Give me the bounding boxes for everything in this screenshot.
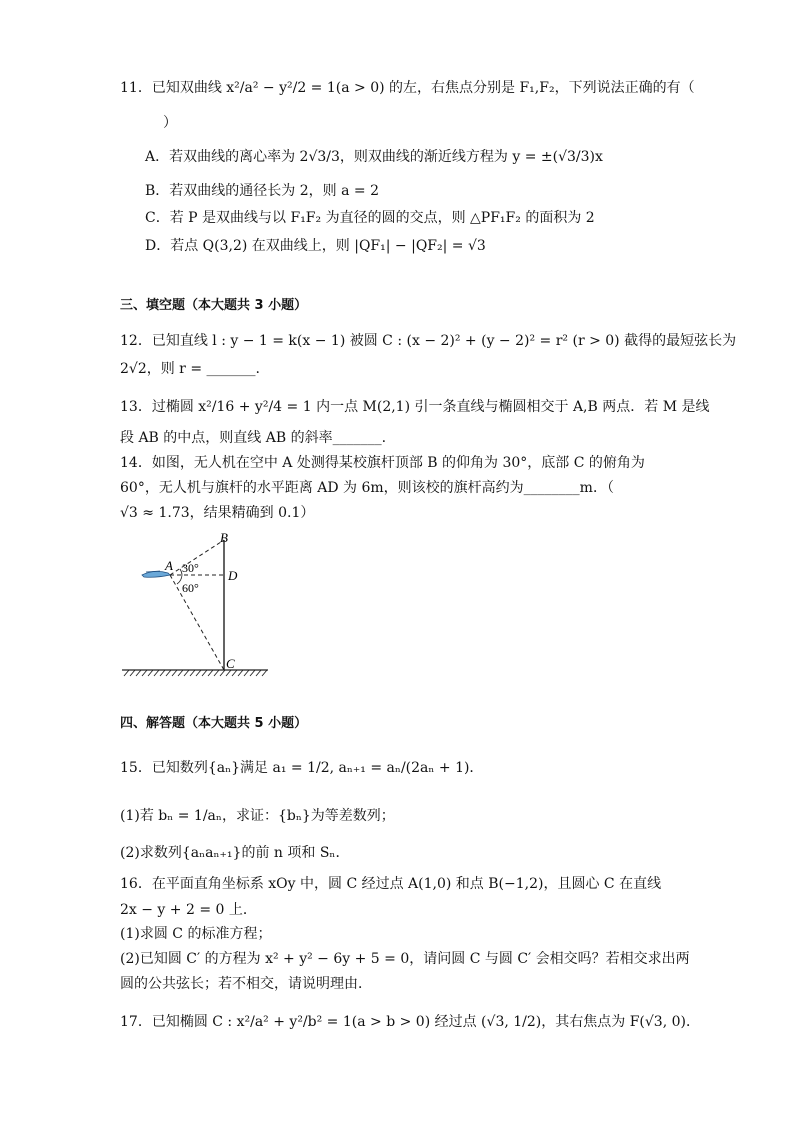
label-b: B — [220, 530, 228, 545]
q12-line-1: 12．已知直线 l : y − 1 = k(x − 1) 被圆 C : (x − 2)² + (y − 2)² = r² (r > 0) 截得的最短弦长为 — [120, 333, 737, 349]
q14-line-2: 60°，无人机与旗杆的水平距离 AD 为 6m，则该校的旗杆高约为________m．（ — [120, 480, 614, 496]
q11-option-d: D．若点 Q(3,2) 在双曲线上，则 |QF₁| − |QF₂| = √3 — [145, 238, 486, 254]
drone-flagpole-figure — [120, 528, 280, 678]
label-d: D — [228, 568, 238, 583]
q14-line-1: 14．如图，无人机在空中 A 处测得某校旗杆顶部 B 的仰角为 30°，底部 C 的俯角为 — [120, 455, 645, 471]
q15-part-2: (2)求数列{aₙaₙ₊₁}的前 n 项和 Sₙ． — [120, 845, 350, 861]
q16-line-1: 16．在平面直角坐标系 xOy 中，圆 C 经过点 A(1,0) 和点 B(−1,2)，且圆心 C 在直线 — [120, 876, 662, 892]
q16-part-2-line-1: (2)已知圆 C′ 的方程为 x² + y² − 6y + 5 = 0，请问圆 C 与圆 C′ 会相交吗？若相交求出两 — [120, 951, 690, 967]
q11-option-a: A．若双曲线的离心率为 2√3/3，则双曲线的渐近线方程为 y = ±(√3/3)x — [145, 149, 603, 165]
q12-line-2: 2√2，则 r = _______. — [120, 361, 260, 377]
q14-line-3: √3 ≈ 1.73，结果精确到 0.1） — [120, 505, 315, 521]
q13-line-1: 13．过椭圆 x²/16 + y²/4 = 1 内一点 M(2,1) 引一条直线与椭圆相交于 A,B 两点．若 M 是线 — [120, 399, 710, 415]
q13-line-2: 段 AB 的中点，则直线 AB 的斜率_______. — [120, 430, 387, 446]
q16-line-2: 2x − y + 2 = 0 上． — [120, 902, 257, 918]
q16-part-1: (1)求圆 C 的标准方程； — [120, 926, 272, 942]
q15-part-1: (1)若 bₙ = 1/aₙ，求证：{bₙ}为等差数列； — [120, 808, 395, 824]
ground-hatching — [124, 670, 267, 676]
q15-stem: 15．已知数列{aₙ}满足 a₁ = 1/2, aₙ₊₁ = aₙ/(2aₙ + 1)． — [120, 760, 484, 776]
q17-line-1: 17．已知椭圆 C : x²/a² + y²/b² = 1(a > b > 0) 经过点 (√3, 1/2)，其右焦点为 F(√3, 0)． — [120, 1014, 700, 1030]
section-3-heading: 三、填空题（本大题共 3 小题） — [120, 298, 308, 313]
q11-option-c: C．若 P 是双曲线与以 F₁F₂ 为直径的圆的交点，则 △PF₁F₂ 的面积为 2 — [145, 210, 595, 226]
section-4-heading: 四、解答题（本大题共 5 小题） — [120, 716, 308, 731]
q11-option-b: B．若双曲线的通径长为 2，则 a = 2 — [145, 183, 379, 199]
q16-part-2-line-2: 圆的公共弦长；若不相交，请说明理由． — [120, 976, 372, 992]
q11-stem: 11．已知双曲线 x²/a² − y²/2 = 1(a > 0) 的左，右焦点分别是 F₁,F₂，下列说法正确的有（ — [120, 80, 695, 96]
label-angle-30: 30° — [182, 561, 199, 575]
q11-paren: ） — [163, 115, 177, 131]
label-c: C — [226, 656, 235, 671]
label-angle-60: 60° — [182, 581, 199, 595]
label-a: A — [165, 558, 173, 573]
